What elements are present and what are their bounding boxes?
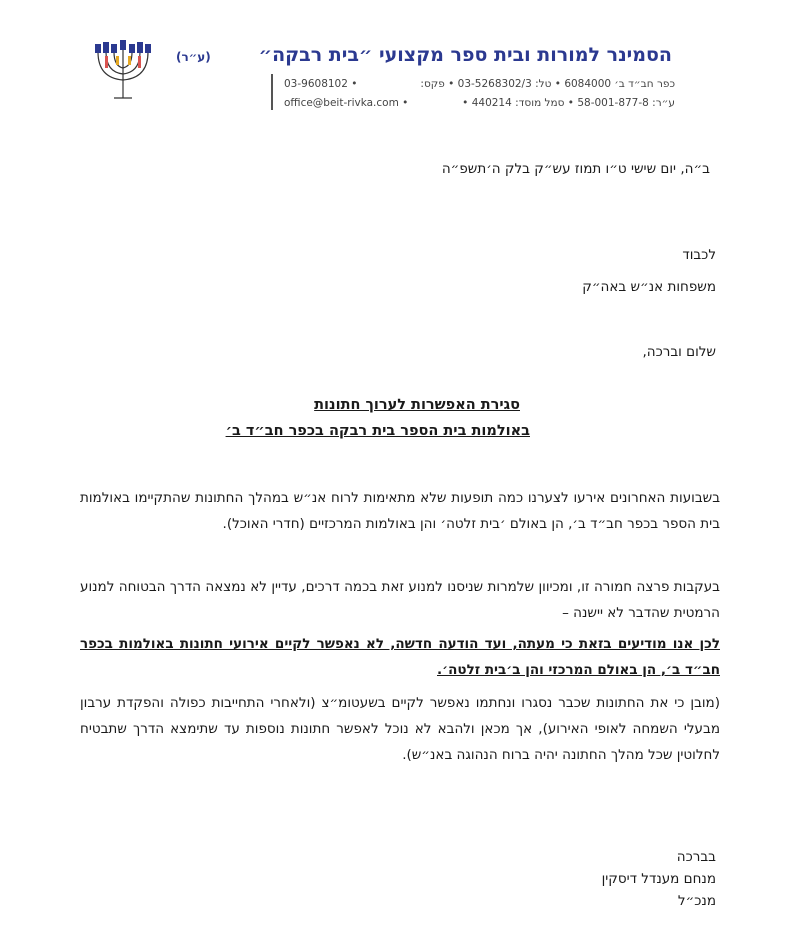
subject-line-1: סגירת האפשרות לערוך חתונות bbox=[314, 397, 520, 413]
paragraph-2: בעקבות פרצה חמורה זו, ומכיוון שלמרות שניסנו למנוע זאת בכמה דרכים, עדיין לא נמצאה הדרך הבטוחה למנוע הרמטית שהדבר לא יישנה – bbox=[80, 579, 720, 621]
org-name: הסמינר למורות ובית ספר מקצועי ״בית רבקה״ bbox=[258, 44, 672, 66]
signer-title: מנכ״ל bbox=[677, 893, 716, 909]
contact-address-phone: כפר חב״ד ב׳ 6084000 • טל: 03-5268302/3 • פקס: bbox=[420, 78, 675, 90]
paragraph-1: בשבועות האחרונים אירעו לצערנו כמה תופעות שלא מתאימות לרוח אנ״ש במהלך החתונות שהתקיימו באולמות בית הספר בכפר חב״ד ב׳, הן באולם ׳בית זלטה׳ והן באולמות המרכזיים (חדרי האוכל). bbox=[80, 490, 720, 532]
subject-line-2: באולמות בית הספר בית רבקה בכפר חב״ד ב׳ bbox=[225, 423, 530, 439]
contact-registration: ע״ר: 58-001-877-8 • סמל מוסד: 440214 • bbox=[462, 97, 675, 109]
org-tag: (ע״ר) bbox=[176, 50, 211, 64]
greeting: שלום וברכה, bbox=[642, 344, 716, 360]
contact-email[interactable]: office@beit-rivka.com • bbox=[284, 97, 409, 109]
closing: בברכה bbox=[676, 849, 716, 865]
menorah-logo-icon bbox=[92, 38, 154, 106]
letterhead-divider bbox=[271, 74, 273, 110]
signer-name: מנחם מענדל דיסקין bbox=[601, 871, 716, 887]
contact-fax: 03-9608102 • bbox=[284, 78, 358, 90]
letter-date: ב״ה, יום שישי ט״ו תמוז עש״ק בלק ה׳תשפ״ה bbox=[441, 161, 710, 177]
recipient-label: לכבוד bbox=[682, 247, 716, 263]
paragraph-4: (מובן כי את החתונות שכבר נסגרו ונחתמו נאפשר לקיים בשעטומ״צ (ולאחרי התחייבות כפולה והפקדת ערבון מבעלי השמחה לאופי האירוע), אך מכאן ולהבא לא נוכל לאפשר חתונות נוספות עד שתימצא הדרך שתבטיח לחלוטין שכל מהלך החתונה יהיה ברוח הנהוגה באנ״ש). bbox=[80, 695, 720, 763]
paragraph-announcement: לכן אנו מודיעים בזאת כי מעתה, ועד הודעה חדשה, לא נאפשר לקיים אירועי חתונות באולמות בכפר חב״ד ב׳, הן באולם המרכזי והן ב׳בית זלטה׳. bbox=[80, 636, 720, 678]
recipient-name: משפחות אנ״ש באה״ק bbox=[582, 279, 716, 295]
